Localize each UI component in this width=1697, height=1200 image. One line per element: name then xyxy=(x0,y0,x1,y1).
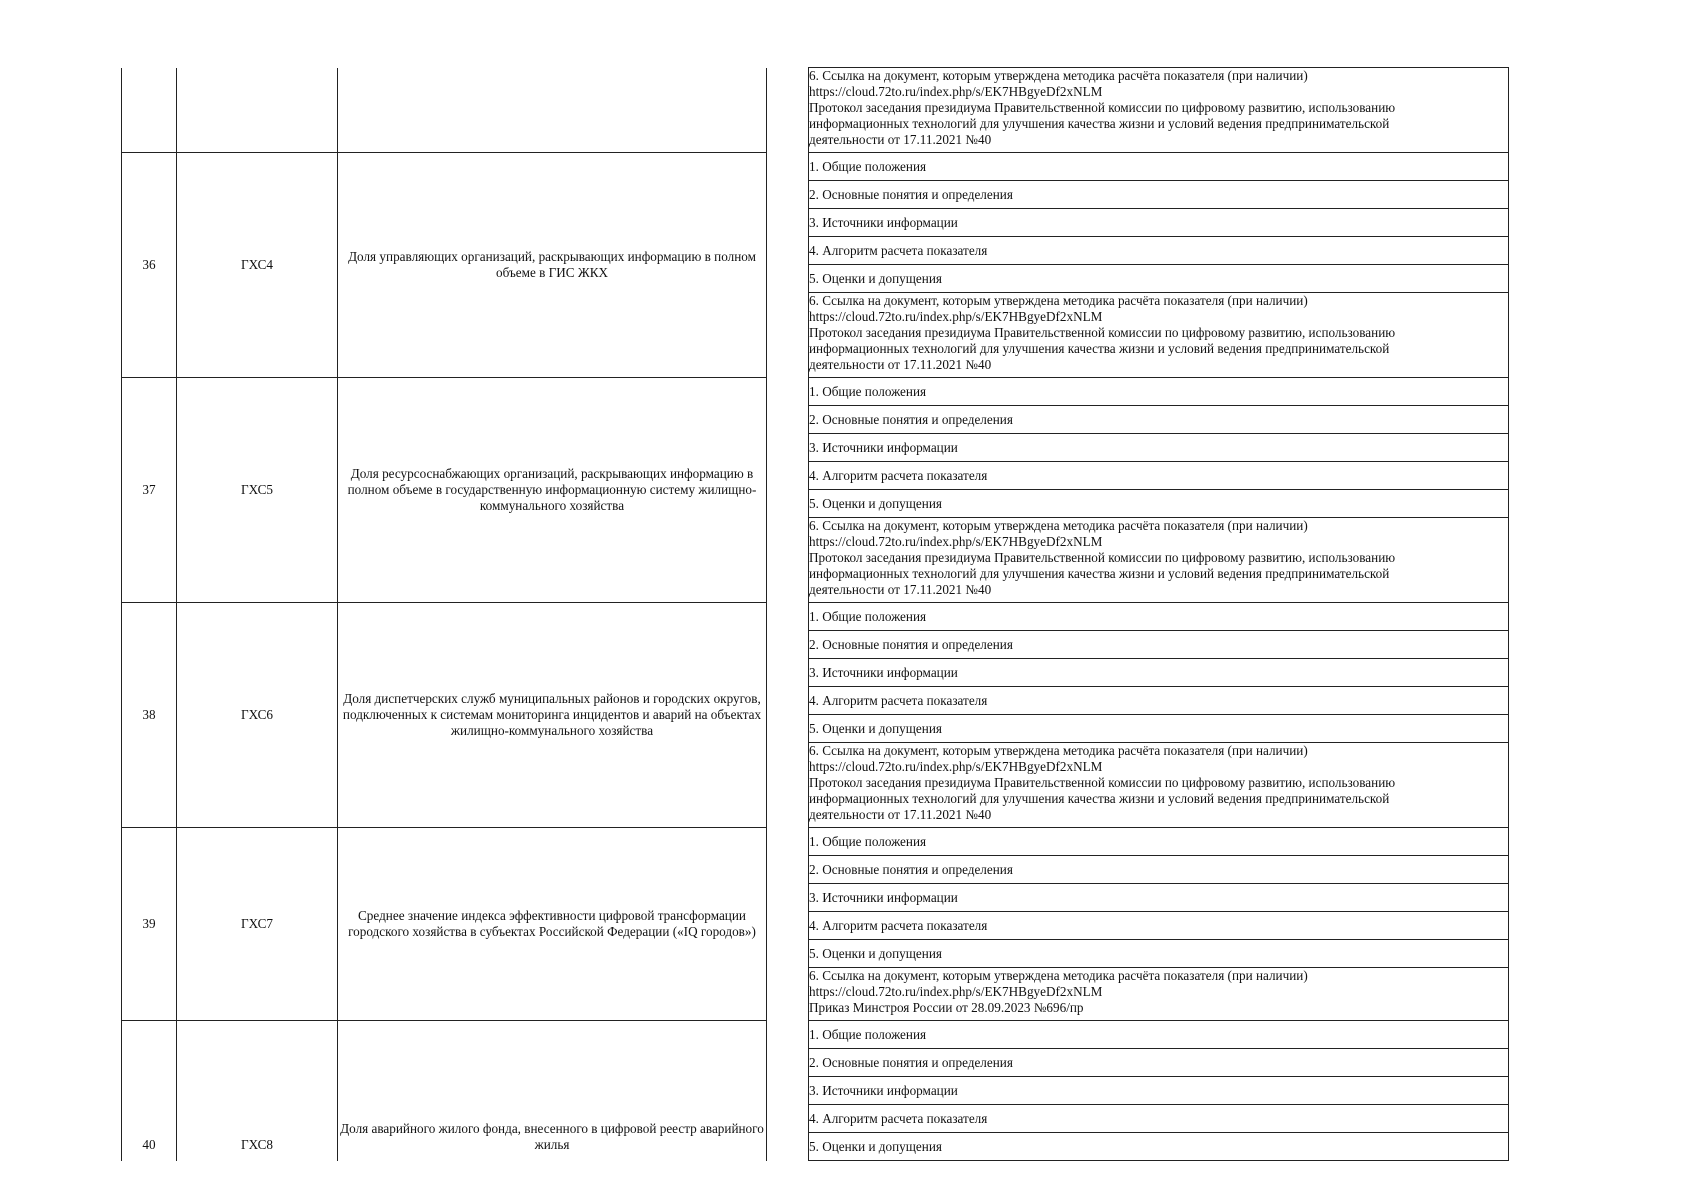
method-item: 2. Основные понятия и определения xyxy=(809,406,1509,434)
document-line: деятельности от 17.11.2021 №40 xyxy=(809,807,992,822)
document-line: деятельности от 17.11.2021 №40 xyxy=(809,132,992,147)
method-item: 2. Основные понятия и определения xyxy=(809,856,1509,884)
method-item: 5. Оценки и допущения xyxy=(809,940,1509,968)
table-row xyxy=(122,1021,1509,1049)
table-row xyxy=(122,603,1509,631)
document-line: Протокол заседания президиума Правительственной комиссии по цифровому развитию, использованию xyxy=(809,100,1396,115)
table-row xyxy=(122,153,1509,181)
number-cell: 39 xyxy=(122,828,177,1021)
method-item: 1. Общие положения xyxy=(809,378,1509,406)
method-item: 3. Источники информации xyxy=(809,434,1509,462)
number-cell: 37 xyxy=(122,378,177,603)
number-cell: 38 xyxy=(122,603,177,828)
method-item: 5. Оценки и допущения xyxy=(809,265,1509,293)
name-cell: Доля ресурсоснабжающих организаций, раскрывающих информацию в полном объеме в государственную информационную систему жилищно-коммунального хозяйства xyxy=(338,378,767,603)
method-link-cell xyxy=(809,743,1509,828)
document-url[interactable]: https://cloud.72to.ru/index.php/s/EK7HBgyeDf2xNLM xyxy=(809,534,1103,549)
number-cell xyxy=(122,68,177,153)
method-item: 2. Основные понятия и определения xyxy=(809,181,1509,209)
document-url[interactable]: https://cloud.72to.ru/index.php/s/EK7HBgyeDf2xNLM xyxy=(809,309,1103,324)
link-item-label: 6. Ссылка на документ, которым утверждена методика расчёта показателя (при наличии) xyxy=(809,518,1308,533)
document-line: Протокол заседания президиума Правительственной комиссии по цифровому развитию, использованию xyxy=(809,775,1396,790)
method-item: 4. Алгоритм расчета показателя xyxy=(809,1105,1509,1133)
document-line: информационных технологий для улучшения качества жизни и условий ведения предпринимательской xyxy=(809,341,1390,356)
method-link-cell xyxy=(809,968,1509,1021)
indicator-methodology-table xyxy=(121,67,1509,1161)
link-item-label: 6. Ссылка на документ, которым утверждена методика расчёта показателя (при наличии) xyxy=(809,293,1308,308)
method-item: 3. Источники информации xyxy=(809,1077,1509,1105)
method-item: 4. Алгоритм расчета показателя xyxy=(809,237,1509,265)
document-line: информационных технологий для улучшения качества жизни и условий ведения предпринимательской xyxy=(809,791,1390,806)
gap-cell xyxy=(767,153,809,378)
method-item: 3. Источники информации xyxy=(809,209,1509,237)
name-cell: Доля диспетчерских служб муниципальных районов и городских округов, подключенных к системам мониторинга инцидентов и аварий на объектах жилищно-коммунального хозяйства xyxy=(338,603,767,828)
code-cell: ГХС6 xyxy=(177,603,338,828)
method-item: 1. Общие положения xyxy=(809,1021,1509,1049)
document-line: Протокол заседания президиума Правительственной комиссии по цифровому развитию, использованию xyxy=(809,550,1396,565)
method-item: 5. Оценки и допущения xyxy=(809,1133,1509,1161)
document-line: деятельности от 17.11.2021 №40 xyxy=(809,357,992,372)
name-cell: Доля аварийного жилого фонда, внесенного в цифровой реестр аварийного жилья xyxy=(338,1021,767,1161)
method-link-cell xyxy=(809,68,1509,153)
code-cell: ГХС7 xyxy=(177,828,338,1021)
gap-cell xyxy=(767,1021,809,1161)
name-cell: Среднее значение индекса эффективности цифровой трансформации городского хозяйства в субъектах Российской Федерации («IQ городов») xyxy=(338,828,767,1021)
method-item: 5. Оценки и допущения xyxy=(809,715,1509,743)
document-url[interactable]: https://cloud.72to.ru/index.php/s/EK7HBgyeDf2xNLM xyxy=(809,759,1103,774)
document-line: информационных технологий для улучшения качества жизни и условий ведения предпринимательской xyxy=(809,566,1390,581)
number-cell: 40 xyxy=(122,1021,177,1161)
document-url[interactable]: https://cloud.72to.ru/index.php/s/EK7HBgyeDf2xNLM xyxy=(809,984,1103,999)
method-link-cell xyxy=(809,518,1509,603)
method-item: 1. Общие положения xyxy=(809,828,1509,856)
document-line: деятельности от 17.11.2021 №40 xyxy=(809,582,992,597)
method-item: 2. Основные понятия и определения xyxy=(809,631,1509,659)
link-item-label: 6. Ссылка на документ, которым утверждена методика расчёта показателя (при наличии) xyxy=(809,743,1308,758)
method-item: 4. Алгоритм расчета показателя xyxy=(809,462,1509,490)
table-row xyxy=(122,828,1509,856)
method-item: 3. Источники информации xyxy=(809,659,1509,687)
link-item-label: 6. Ссылка на документ, которым утверждена методика расчёта показателя (при наличии) xyxy=(809,68,1308,83)
code-cell: ГХС8 xyxy=(177,1021,338,1161)
document-line: Протокол заседания президиума Правительственной комиссии по цифровому развитию, использованию xyxy=(809,325,1396,340)
gap-cell xyxy=(767,68,809,153)
code-cell: ГХС4 xyxy=(177,153,338,378)
method-item: 1. Общие положения xyxy=(809,153,1509,181)
gap-cell xyxy=(767,378,809,603)
document-line: информационных технологий для улучшения качества жизни и условий ведения предпринимательской xyxy=(809,116,1390,131)
method-item: 4. Алгоритм расчета показателя xyxy=(809,912,1509,940)
link-item-label: 6. Ссылка на документ, которым утверждена методика расчёта показателя (при наличии) xyxy=(809,968,1308,983)
code-cell xyxy=(177,68,338,153)
document-url[interactable]: https://cloud.72to.ru/index.php/s/EK7HBgyeDf2xNLM xyxy=(809,84,1103,99)
method-item: 5. Оценки и допущения xyxy=(809,490,1509,518)
gap-cell xyxy=(767,828,809,1021)
document-line: Приказ Минстроя России от 28.09.2023 №696/пр xyxy=(809,1000,1084,1015)
method-link-cell xyxy=(809,293,1509,378)
method-item: 4. Алгоритм расчета показателя xyxy=(809,687,1509,715)
method-item: 3. Источники информации xyxy=(809,884,1509,912)
name-cell xyxy=(338,68,767,153)
code-cell: ГХС5 xyxy=(177,378,338,603)
name-cell: Доля управляющих организаций, раскрывающих информацию в полном объеме в ГИС ЖКХ xyxy=(338,153,767,378)
number-cell: 36 xyxy=(122,153,177,378)
gap-cell xyxy=(767,603,809,828)
method-item: 1. Общие положения xyxy=(809,603,1509,631)
table-row xyxy=(122,378,1509,406)
table-row-continuation xyxy=(122,68,1509,153)
method-item: 2. Основные понятия и определения xyxy=(809,1049,1509,1077)
